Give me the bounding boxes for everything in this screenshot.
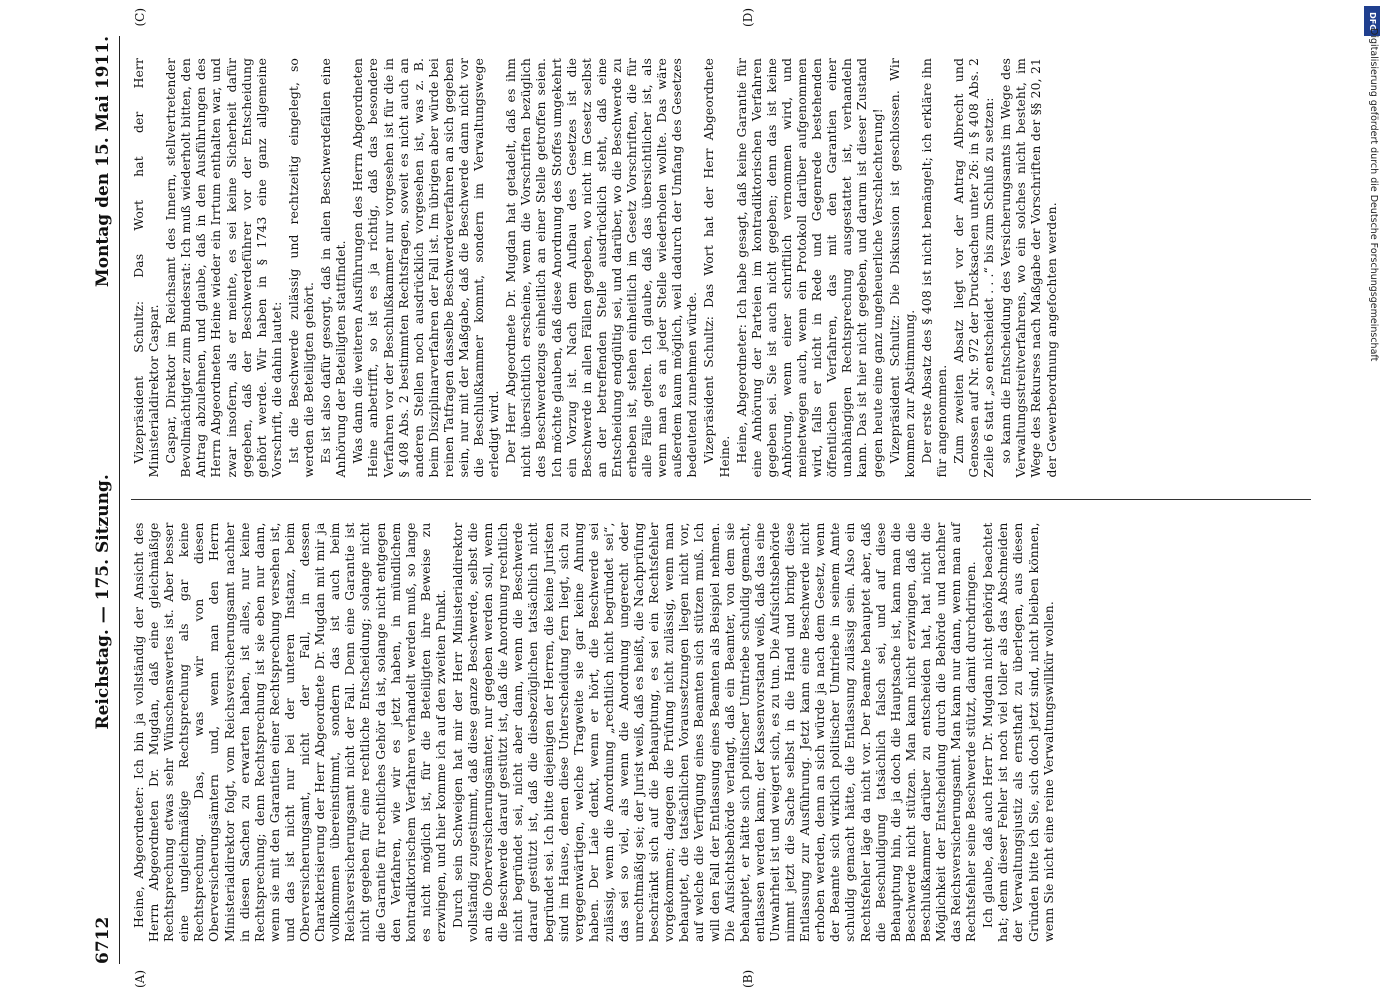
page-number: 6712 [93,916,113,964]
paragraph: Was dann die weiteren Ausführungen des Herrn Abgeordneten Heine anbetrifft, so ist es ja richtig, daß das besondere Verfahren vor der Beschlußkammer nur vorgesehen ist für die in § 408 Abs. 2 bestimmten Rechtsfragen, soweit es nicht auch an anderen Stellen noch ausdrücklich vorgesehen ist, was z. B. beim Disziplinarverfahren der Fall ist. Im übrigen aber würde bei reinen Tatfragen dasselbe Beschwerdeverfahren an sich gegeben sein, nur mit der Maßgabe, daß die Beschwerde dann nicht vor die Beschlußkammer kommt, sondern im Verwaltungswege erledigt wird. [350,58,502,478]
column-left [131,501,1311,965]
paragraph: so kann die Entscheidung des Versicherungsamts im Wege des Verwaltungsstreitverfahrens, wo ein solches nicht besteht, im Wege des Rekurses nach Maßgabe der Vorschriften der §§ 20, 21 der Gewerbeordnung angefochten werden. [998,58,1059,478]
margin-mark-d: (D) [741,8,755,27]
text-columns [131,36,1311,964]
paragraph: Vizepräsident Schultz: Das Wort hat der Herr Abgeordnete Heine. [701,58,732,478]
running-title: Reichstag. — 175. Sitzung. [93,474,113,730]
digitization-credit [1365,28,1379,928]
dfg-logo: DFG [1364,6,1380,36]
paragraph: Der erste Absatz des § 408 ist nicht bemängelt; ich erkläre ihn für angenommen. [918,58,949,478]
paragraph: Durch sein Schweigen hat mir der Herr Ministerialdirektor vollständig zugestimmt, daß diese ganze Beschwerde, selbst die an die Oberversicherungsämter, nur gegeben werden soll, wenn die Beschwerde darauf gestützt ist, daß die Anordnung rechtlich nicht begründet sei, nicht aber dann, wenn die Beschwerde darauf gestützt ist, daß die diesbezüglichen tatsächlich nicht begründet sei. Ich bitte diejenigen der Herren, die keine Juristen sind im Hause, denen diese Unterscheidung fern liegt, sich zu vergegenwärtigen, welche Tragweite sie gar keine Ahnung haben. Der Laie denkt, wenn er hört, die Beschwerde sei zulässig, wenn die Anordnung „rechtlich nicht begründet sei“, das sei so viel, als wenn die Anordnung ungerecht oder unrechtmäßig sei; der Jurist weiß, daß es heißt, die Nachprüfung beschränkt sich auf die Behauptung, es sei ein Rechtsfehler vorgekommen; dagegen die Prüfung nicht zulässig, wenn man behauptet, die tatsächlichen Voraussetzungen liegen nicht vor, auf welche die Verfügung eines Beamten sich stützen muß. Ich will den Fall der Entlassung eines Beamten als Beispiel nehmen. Die Aufsichtsbehörde verlangt, daß ein Beamter, von dem sie behauptet, er hätte sich politischer Umtriebe schuldig gemacht, entlassen werden kann; der Kassenvorstand weiß, daß das eine Unwahrheit ist und weigert sich, es zu tun. Die Aufsichtsbehörde nimmt jetzt die Sache selbst in die Hand und bringt diese Entlassung zur Ausführung. Jetzt kann eine Beschwerde nicht erhoben werden, denn an sich würde ja nach dem Gesetz, wenn der Beamte sich wirklich politischer Umtriebe in seinem Amte schuldig gemacht hätte, die Entlassung zulässig sein. Also ein Rechtsfehler läge da nicht vor. Der Beamte behauptet aber, daß die Beschuldigung tatsächlich falsch sei, und auf diese Behauptung hin, die ja doch die Hauptsache ist, kann man die Beschwerde nicht stützen. Man kann nicht erzwingen, daß die Beschlußkammer darüber zu entscheiden hat, hat nicht die Möglichkeit der Entscheidung durch die Behörde und nachher das Reichsversicherungsamt. Man kann nur dann, wenn man auf Rechtsfehler seine Beschwerde stützt, damit durchdringen. [449,522,979,942]
paragraph: Ist die Beschwerde zulässig und rechtzeitig eingelegt, so werden die Beteiligten gehört. [285,58,317,478]
paragraph: Heine, Abgeordneter: Ich habe gesagt, daß keine Garantie für eine Anhörung der Parteien im kontradiktorischen Verfahren gegeben sei. Sie ist auch nicht gegeben; denn das ist keine Anhörung, wenn einer schriftlich vernommen wird, und meinetwegen auch, wenn ein Protokoll darüber aufgenommen wird, falls er nicht in Rede und Gegenrede bestehenden öffentlichen Verfahren, das mit den Garantien einer unabhängigen Rechtsprechung ausgestattet ist, verhandeln kann. Das ist hier nicht gegeben, und darum ist dieser Zustand gegen heute eine ganz ungeheuerliche Verschlechterung! [733,58,885,478]
paragraph: Vizepräsident Schultz: Das Wort hat der Herr Ministerialdirektor Caspar. [131,58,162,478]
margin-mark-a: (A) [133,969,147,988]
paragraph: Ich glaube, daß auch Herr Dr. Mugdan nicht gehörig beachtet hat; denn dieser Fehler ist noch viel toller als das Abschneiden der Verwaltungsjustiz als ernsthaft zu überlegen, aus diesen Gründen bitte ich Sie, sich doch jetzt sind, nicht bleiben können, wenn Sie nicht eine reine Verwaltungswillkür wollen. [980,522,1056,942]
margin-mark-b: (B) [741,969,755,988]
session-date: Montag den 15. Mai 1911. [93,36,113,288]
paragraph: Zum zweiten Absatz liegt vor der Antrag Albrecht und Genossen auf Nr. 972 der Drucksachen unter 26: in § 408 Abs. 2 Zeile 6 statt „so entscheidet . . .“ bis zum Schluß zu setzen: [950,58,997,478]
paragraph: Vizepräsident Schultz: Die Diskussion ist geschlossen. Wir kommen zur Abstimmung. [886,58,917,478]
margin-mark-c: (C) [133,8,147,27]
paragraph: Es ist also dafür gesorgt, daß in allen Beschwerdefällen eine Anhörung der Beteiligten stattfindet. [318,58,349,478]
paragraph: Der Herr Abgeordnete Dr. Mugdan hat getadelt, daß es ihm nicht übersichtlich erscheine, wenn die Vorschriften bezüglich des Beschwerdezugs einheitlich an einer Stelle getroffen seien. Ich möchte glauben, daß diese Anordnung des Stoffes umgekehrt ein Vorzug ist. Nach dem Aufbau des Gesetzes ist die Beschwerde in allen Fällen gegeben, wo nicht im Gesetz selbst an der betreffenden Stelle ausdrücklich steht, daß eine Entscheidung endgültig sei, und darüber, wo die Beschwerde zu erheben ist, stehen einheitlich im Gesetz Vorschriften, die für alle Fälle gelten. Ich glaube, daß das übersichtlicher ist, als wenn man es an jeder Stelle wiederholen wollte. Das wäre außerdem kaum möglich, weil dadurch der Umfang des Gesetzes bedeutend zunehmen würde. [503,58,700,478]
paragraph: Caspar, Direktor im Reichsamt des Innern, stellvertretender Bevollmächtigter zum Bundesrat: Ich muß wiederholt bitten, den Antrag abzulehnen, und glaube, daß in den Ausführungen des Herrn Abgeordneten Heine wieder ein Irrtum enthalten war, und zwar insofern, als er meinte, es sei keine Sicherheit dafür gegeben, daß der Beschwerdeführer vor der Entscheidung gehört werde. Wir haben in § 1743 eine ganz allgemeine Vorschrift, die dahin lautet: [163,58,284,478]
credit-text: Digitalisierung gefördert durch die Deutsche Forschungsgemeinschaft [1368,28,1379,362]
column-right [131,36,1311,500]
page-header [83,36,120,964]
rotated-page [41,0,1341,1000]
paragraph: Heine, Abgeordneter: Ich bin ja vollständig der Ansicht des Herrn Abgeordneten Dr. Mugdan, daß eine gleichmäßige Rechtsprechung etwas sehr Wünschenswertes ist. Aber besser eine ungleichmäßige Rechtsprechung als gar keine Rechtsprechung. Das, was wir von diesen Oberversicherungsämtern und, wenn man den Herrn Ministerialdirektor folgt, vom Reichsversicherungsamt nachher in diesen Sachen zu erwarten haben, ist alles, nur keine Rechtsprechung; denn Rechtsprechung ist sie eben nur dann, wenn sie mit den Garantien einer Rechtsprechung versehen ist, und das ist nicht nur bei der unteren Instanz, beim Oberversicherungsamt, nicht der Fall, in dessen Charakterisierung der Herr Abgeordnete Dr. Mugdan mit mir ja vollkommen übereinstimmt, sondern das ist auch beim Reichsversicherungsamt nicht der Fall. Denn eine Garantie ist nicht gegeben für eine rechtliche Entscheidung; solange nicht die Garantie für rechtliches Gehör da ist, solange nicht entgegen den Verfahren, wie wir es jetzt haben, in mündlichem kontradiktorischem Verfahren verhandelt werden muß, so lange es nicht möglich ist, für die Beteiligten ihre Beweise zu erzwingen, und hier komme ich auf den zweiten Punkt. [131,522,448,942]
